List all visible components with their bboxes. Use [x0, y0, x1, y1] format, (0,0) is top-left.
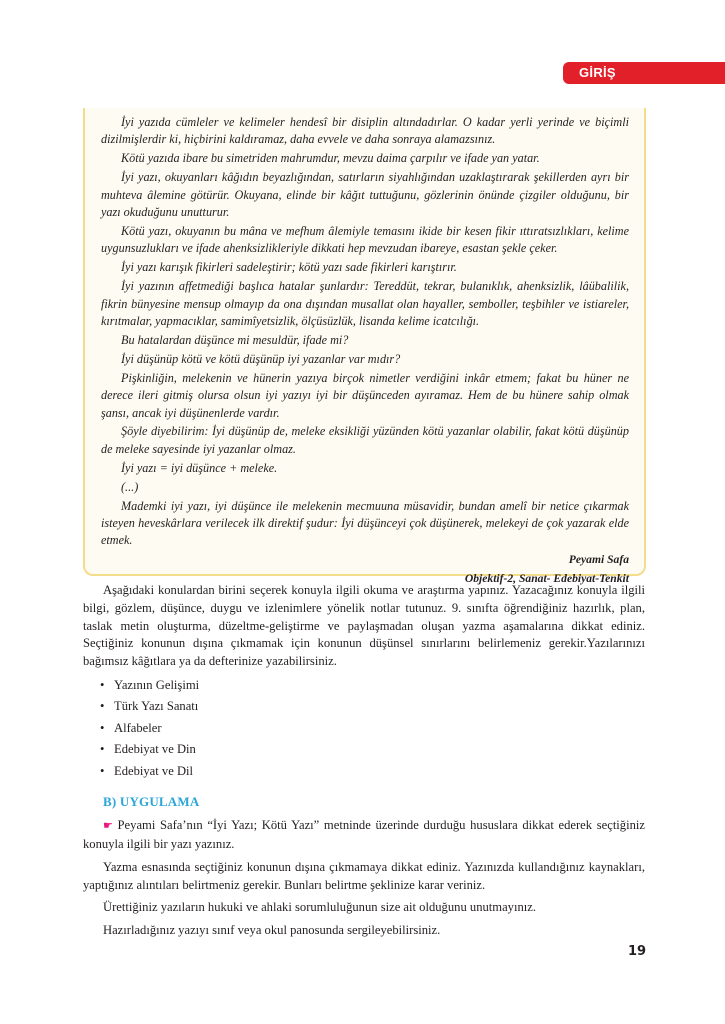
quote-paragraph: Pişkinliğin, melekenin ve hünerin yazıya birçok nimetler verdiğini inkâr etmem; fakat bu hüner ne derece ileri gitmiş olursa olsun iyi yazıyı iyi bir düşünceden ayıramaz. Hem de bu hünere sahip olmak şansı, ancak iyi düşünenlerde vardır.: [101, 370, 629, 420]
practice-paragraph: Yazma esnasında seçtiğiniz konunun dışına çıkmamaya dikkat ediniz. Yazınızda kullandığınız kaynakları, yaptığınız alıntıları belirtmeniz gerekir. Bunları belirtme şeklinize karar veriniz.: [83, 859, 645, 892]
quote-author: Peyami Safa: [568, 553, 629, 567]
quote-paragraph: İyi düşünüp kötü ve kötü düşünüp iyi yazanlar var mıdır?: [121, 351, 401, 366]
quote-text: [101, 114, 629, 588]
quote-source: Objektif-2, Sanat- Edebiyat-Tenkit: [464, 571, 629, 585]
quote-box: [83, 108, 646, 585]
quote-paragraph: İyi yazı = iyi düşünce + meleke.: [121, 460, 278, 475]
quote-paragraph: Bu hatalardan düşünce mi mesuldür, ifade mi?: [121, 332, 349, 347]
pointing-hand-icon: ☛: [103, 820, 113, 833]
topic-item: • Alfabeler: [100, 720, 645, 742]
topic-item: • Edebiyat ve Din: [100, 741, 645, 763]
instructions-intro: Aşağıdaki konulardan birini seçerek konuyla ilgili okuma ve araştırma yapınız. Yazacağınız konuyla ilgili bilgi, gözlem, düşünce, duygu ve izlenimlere yönelik notlar tutunuz. 9. sınıfta öğrendiğiniz hazırlık, plan, taslak metin oluşturma, düzeltme-geliştirme ve paylaşmadan oluşan yazma aşamalarına dikkat ediniz. Seçtiğiniz konunun dışına çıkmamak için konunun düşünsel sınırlarını belirlemeniz gerekir.Yazılarınızı bağımsız kâğıtlara ya da defterinize yazabilirsiniz.: [83, 583, 645, 669]
section-tab: [563, 62, 725, 84]
quote-paragraph: Mademki iyi yazı, iyi düşünce ile melekenin mecmuuna müsavidir, bundan amelî bir netice çıkarmak isteyen heveskârlara verilecek ilk direktif şudur: İyi düşünceyi çok düşünerek, melekeyi de çok yazarak elde etmek.: [101, 498, 629, 548]
topic-item: • Yazının Gelişimi: [100, 677, 645, 699]
practice-paragraph: Ürettiğiniz yazıların hukuki ve ahlaki sorumluluğunun size ait olduğunu unutmayınız.: [103, 900, 536, 915]
quote-paragraph: Kötü yazıda ibare bu simetriden mahrumdur, mevzu daima çarpılır ve ifade yan yatar.: [121, 151, 540, 166]
quote-paragraph: Şöyle diyebilirim: İyi düşünüp de, meleke eksikliği yüzünden kötü yazanlar olabilir, fakat kötü düşünüp de meleke sayesinde iyi yazanlar olmaz.: [101, 424, 629, 456]
practice-heading: B) UYGULAMA: [103, 794, 200, 810]
quote-paragraph: İyi yazı karışık fikirleri sadeleştirir; kötü yazı sade fikirleri karıştırır.: [121, 260, 457, 275]
topic-item: • Edebiyat ve Dil: [100, 763, 645, 785]
topic-item: • Türk Yazı Sanatı: [100, 698, 645, 720]
practice-task-text: Peyami Safa’nın “İyi Yazı; Kötü Yazı” metninde üzerinde durduğu hususlara dikkat ederek seçtiğiniz konuyla ilgili bir yazı yazınız.: [83, 818, 645, 852]
practice-task: [83, 817, 645, 854]
quote-paragraph: İyi yazı, okuyanları kâğıdın beyazlığından, satırların siyahlığından uzaklaştırarak şekillerden ayrı bir muhteva âlemine götürür. Okuyana, elinde bir kâğıt tuttuğunu, gözlerinin önünde çizgiler olduğunu, bir yazı okuduğunu unutturur.: [101, 170, 629, 220]
quote-paragraph: İyi yazıda cümleler ve kelimeler hendesî bir disiplin altındadırlar. O kadar yerli yerinde ve biçimli dizilmişlerdir ki, hiçbirini kaldıramaz, daha evvele ve daha sonraya alamazsınız.: [101, 115, 629, 147]
main-content: [83, 582, 645, 940]
section-tab-label: GİRİŞ: [579, 65, 616, 80]
quote-paragraph: İyi yazının affetmediği başlıca hatalar şunlardır: Tereddüt, tekrar, bulanıklık, ahenksizlik, lâübalilik, fikrin bünyesine mensup olmayıp da ona dışından musallat olan hayaller, semboller, teşbihler ve istiareler, kırıtmalar, yapmacıklar, samimîyetsizlik, ölçüsüzlük, lisanda kelime icatcılığı.: [101, 279, 629, 328]
page-number: 19: [628, 944, 647, 959]
topic-list: [83, 677, 645, 785]
quote-paragraph: (...): [121, 479, 139, 494]
practice-paragraph: Hazırladığınız yazıyı sınıf veya okul panosunda sergileyebilirsiniz.: [103, 923, 441, 938]
quote-paragraph: Kötü yazı, okuyanın bu mâna ve mefhum âlemiyle temasını ikide bir kesen fikir ıttıratsızlıkları, kelime uygunsuzlukları ve ifade ahenksizlikleriyle dikkati hep mevzudan ibareye, esastan şekle çeker.: [101, 223, 629, 256]
